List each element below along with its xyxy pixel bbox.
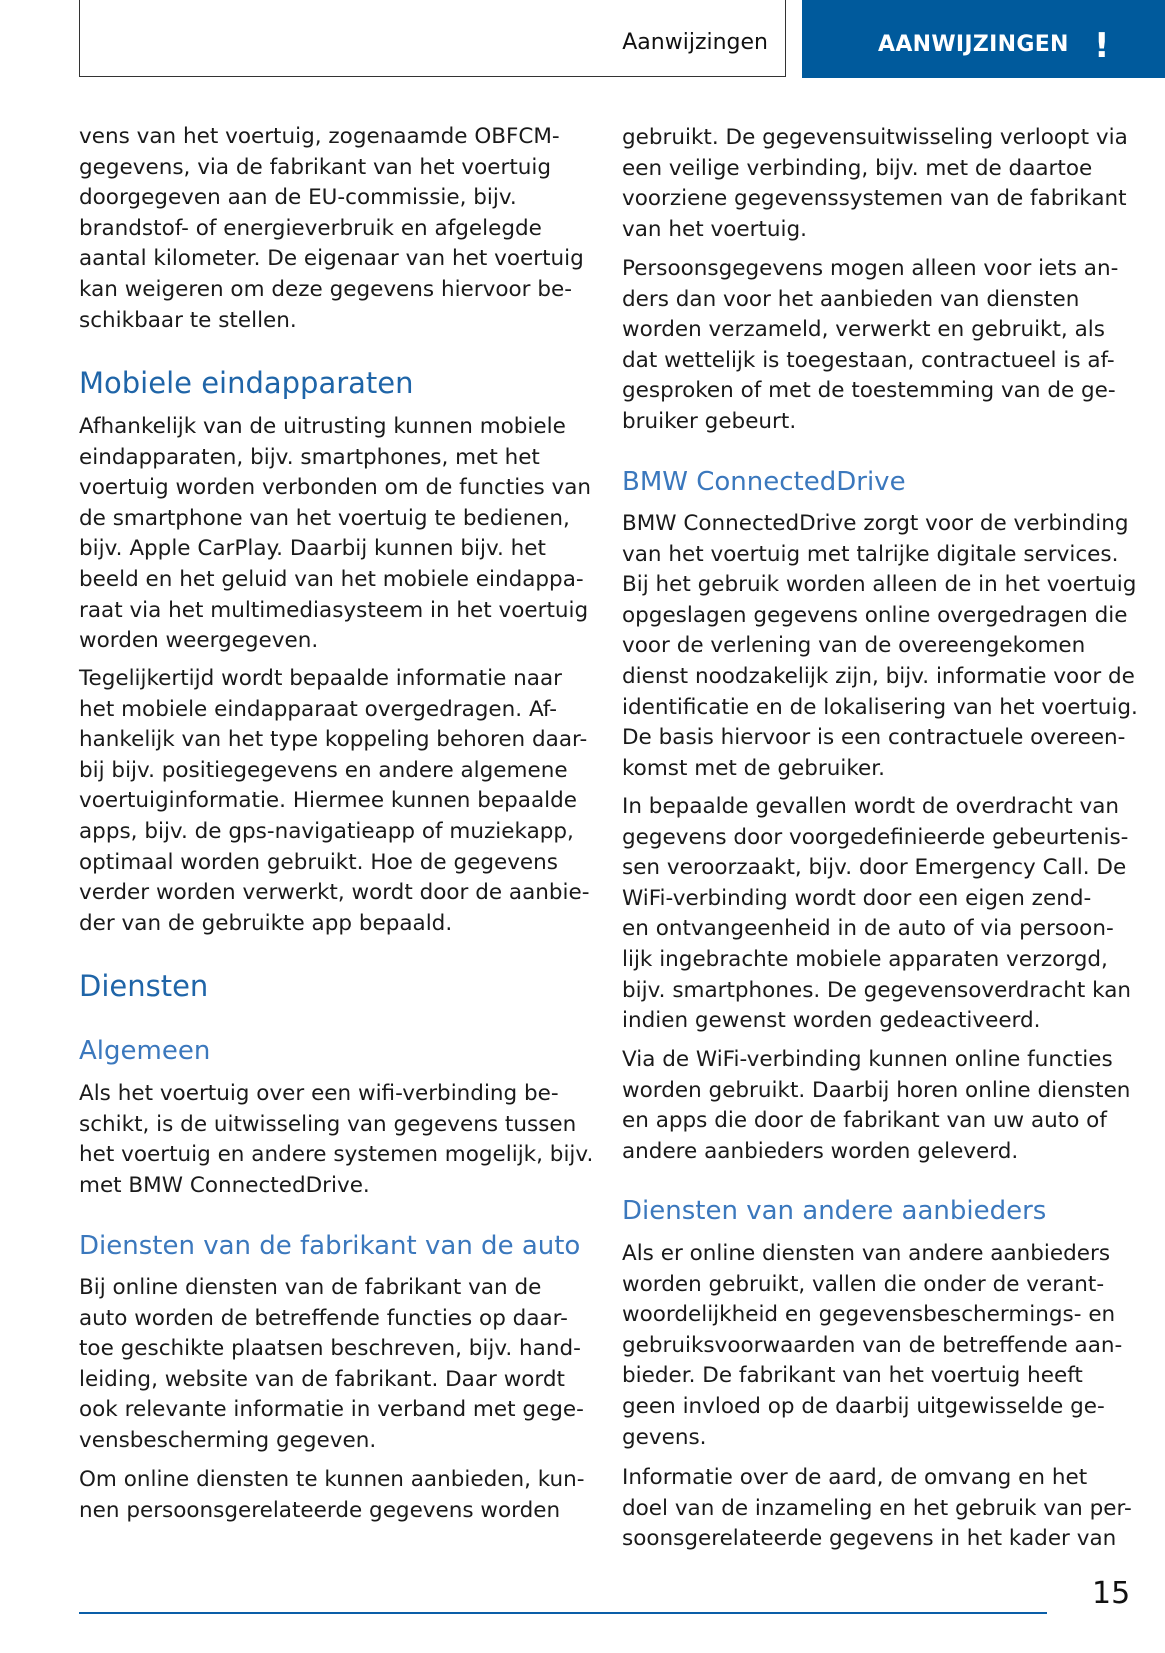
paragraph: In bepaalde gevallen wordt de overdracht van gegevens door voorgedefinieerde gebeurtenis- sen veroorzaakt, bijv. door Emergency Call. De WiFi-verbinding wordt door een eigen zend- en ontvangeenheid in de auto of via persoon- lijk ingebrachte mobiele apparaten verzorgd, bijv. smartphones. De gegevensoverdracht kan indien gewenst worden gedeactiveerd.	[622, 794, 1132, 1034]
paragraph: Om online diensten te kunnen aanbieden, kun- nen persoonsgerelateerde gegevens worden	[79, 1467, 585, 1523]
paragraph: Afhankelijk van de uitrusting kunnen mobiele eindapparaten, bijv. smartphones, met het voertuig worden verbonden om de functies van de smartphone van het voertuig te bedienen, bijv. Apple CarPlay. Daarbij kunnen bijv. het beeld en het geluid van het mobiele eindappa- raat via het multimediasysteem in het voertuig worden weergegeven.	[79, 414, 592, 654]
paragraph: Informatie over de aard, de omvang en het doel van de inzameling en het gebruik van per- soonsgerelateerde gegevens in het kader van	[622, 1465, 1132, 1552]
heading-general: Algemeen	[79, 1036, 211, 1066]
chapter-title: AANWIJZINGEN	[878, 32, 1069, 57]
paragraph: Als er online diensten van andere aanbieders worden gebruikt, vallen die onder de verant- woordelijkheid en gegevensbeschermings- en gebruiksvoorwaarden van de betreffende aan- bieder. De fabrikant van het voertuig heeft geen invloed op de daarbij uitgewisselde ge- gevens.	[622, 1241, 1123, 1450]
paragraph: gebruikt. De gegevensuitwisseling verloopt via een veilige verbinding, bijv. met de daartoe voorziene gegevenssystemen van de fabrikant van het voertuig.	[622, 125, 1128, 242]
heading-bmw-connecteddrive: BMW ConnectedDrive	[622, 467, 906, 497]
running-header	[79, 0, 786, 77]
heading-mobile-devices: Mobiele eindapparaten	[79, 366, 414, 400]
section-title: Aanwijzingen	[622, 30, 768, 55]
heading-manufacturer-services: Diensten van de fabrikant van de auto	[79, 1231, 581, 1261]
paragraph: Via de WiFi-verbinding kunnen online functies worden gebruikt. Daarbij horen online diensten en apps die door de fabrikant van uw auto of andere aanbieders worden geleverd.	[622, 1047, 1131, 1164]
page-number: 15	[1092, 1576, 1131, 1611]
chapter-tab	[802, 0, 1165, 78]
paragraph: Persoonsgegevens mogen alleen voor iets an- ders dan voor het aanbieden van diensten worden verzameld, verwerkt en gebruikt, als dat wettelijk is toegestaan, contractueel is af- gesproken of met de toestemming van de ge- bruiker gebeurt.	[622, 256, 1119, 434]
paragraph: vens van het voertuig, zogenaamde OBFCM- gegevens, via de fabrikant van het voertuig doorgegeven aan de EU-commissie, bijv. brandstof- of energieverbruik en afgelegde aantal kilometer. De eigenaar van het voertuig kan weigeren om deze gegevens hiervoor be- schikbaar te stellen.	[79, 124, 584, 333]
footer-rule	[79, 1612, 1047, 1614]
paragraph: BMW ConnectedDrive zorgt voor de verbinding van het voertuig met talrijke digitale services. Bij het gebruik worden alleen de in het voertuig opgeslagen gegevens online overgedragen die voor de verlening van de overeengekomen dienst noodzakelijk zijn, bijv. informatie voor de identificatie en de lokalisering van het voertuig. De basis hiervoor is een contractuele overeen- komst met de gebruiker.	[622, 511, 1138, 781]
heading-other-providers: Diensten van andere aanbieders	[622, 1196, 1047, 1226]
paragraph: Bij online diensten van de fabrikant van de auto worden de betreffende functies op daar- toe geschikte plaatsen beschreven, bijv. hand- leiding, website van de fabrikant. Daar wordt ook relevante informatie in verband met gege- vensbescherming gegeven.	[79, 1275, 584, 1453]
paragraph: Tegelijkertijd wordt bepaalde informatie naar het mobiele eindapparaat overgedragen. Af- hankelijk van het type koppeling behoren daar- bij bijv. positiegegevens en andere algemene voertuiginformatie. Hiermee kunnen bepaalde apps, bijv. de gps-navigatieapp of muziekapp, optimaal worden gebruikt. Hoe de gegevens verder worden verwerkt, wordt door de aanbie- der van de gebruikte app bepaald.	[79, 666, 590, 936]
heading-services: Diensten	[79, 969, 209, 1003]
paragraph: Als het voertuig over een wifi-verbinding be- schikt, is de uitwisseling van gegevens tussen het voertuig en andere systemen mogelijk, bijv. met BMW ConnectedDrive.	[79, 1081, 594, 1198]
exclamation-icon: !	[1094, 26, 1110, 66]
